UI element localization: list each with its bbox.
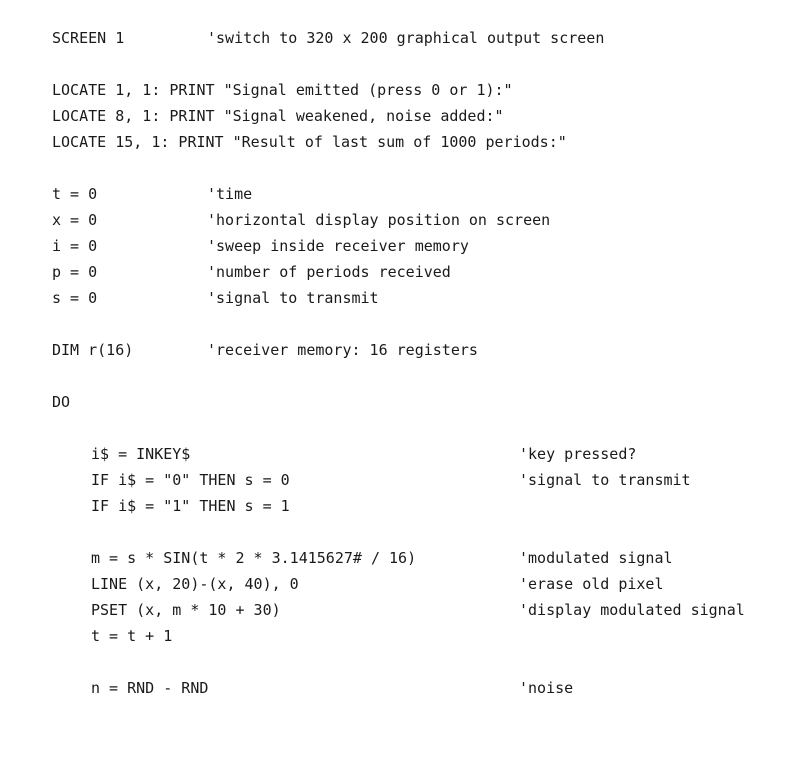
code-text: SCREEN 1 <box>52 29 125 47</box>
code-line <box>0 235 469 257</box>
code-line <box>0 183 253 205</box>
code-text: t = 0 <box>52 185 98 203</box>
code-text: i = 0 <box>52 237 98 255</box>
code-comment: 'receiver memory: 16 registers <box>207 341 478 359</box>
code-text: t = t + 1 <box>91 627 173 645</box>
code-comment: 'noise <box>519 679 574 697</box>
code-line <box>0 339 478 361</box>
code-comment: 'display modulated signal <box>519 601 745 619</box>
code-line <box>0 261 451 283</box>
code-comment: 'time <box>207 185 253 203</box>
code-comment: 'key pressed? <box>519 445 637 463</box>
code-text: LINE (x, 20)-(x, 40), 0 <box>91 575 299 593</box>
code-text: s = 0 <box>52 289 98 307</box>
code-comment: 'signal to transmit <box>207 289 379 307</box>
code-text: DIM r(16) <box>52 341 134 359</box>
code-comment: 'number of periods received <box>207 263 451 281</box>
code-text: LOCATE 1, 1: PRINT "Signal emitted (press 0 or 1):" <box>52 81 513 99</box>
code-line <box>0 547 673 569</box>
code-line <box>0 27 605 49</box>
code-line <box>0 495 290 517</box>
code-text: IF i$ = "1" THEN s = 1 <box>91 497 290 515</box>
code-text: DO <box>52 393 71 411</box>
code-line <box>0 573 664 595</box>
code-comment: 'modulated signal <box>519 549 673 567</box>
code-text: m = s * SIN(t * 2 * 3.1415627# / 16) <box>91 549 417 567</box>
code-text: i$ = INKEY$ <box>91 445 191 463</box>
code-text: PSET (x, m * 10 + 30) <box>91 601 281 619</box>
code-line <box>0 391 71 413</box>
code-comment: 'signal to transmit <box>519 471 691 489</box>
code-comment: 'sweep inside receiver memory <box>207 237 469 255</box>
code-text: x = 0 <box>52 211 98 229</box>
code-text: p = 0 <box>52 263 98 281</box>
code-line <box>0 677 574 699</box>
code-line <box>0 443 637 465</box>
code-line <box>0 599 745 621</box>
code-text: IF i$ = "0" THEN s = 0 <box>91 471 290 489</box>
code-line <box>0 625 173 647</box>
code-line <box>0 131 567 153</box>
code-line <box>0 469 691 491</box>
code-text: LOCATE 8, 1: PRINT "Signal weakened, noise added:" <box>52 107 504 125</box>
code-line <box>0 209 551 231</box>
code-line <box>0 105 504 127</box>
code-line <box>0 79 513 101</box>
code-text: LOCATE 15, 1: PRINT "Result of last sum of 1000 periods:" <box>52 133 567 151</box>
code-line <box>0 287 379 309</box>
code-comment: 'switch to 320 x 200 graphical output screen <box>207 29 605 47</box>
code-comment: 'horizontal display position on screen <box>207 211 551 229</box>
code-text: n = RND - RND <box>91 679 209 697</box>
code-comment: 'erase old pixel <box>519 575 664 593</box>
